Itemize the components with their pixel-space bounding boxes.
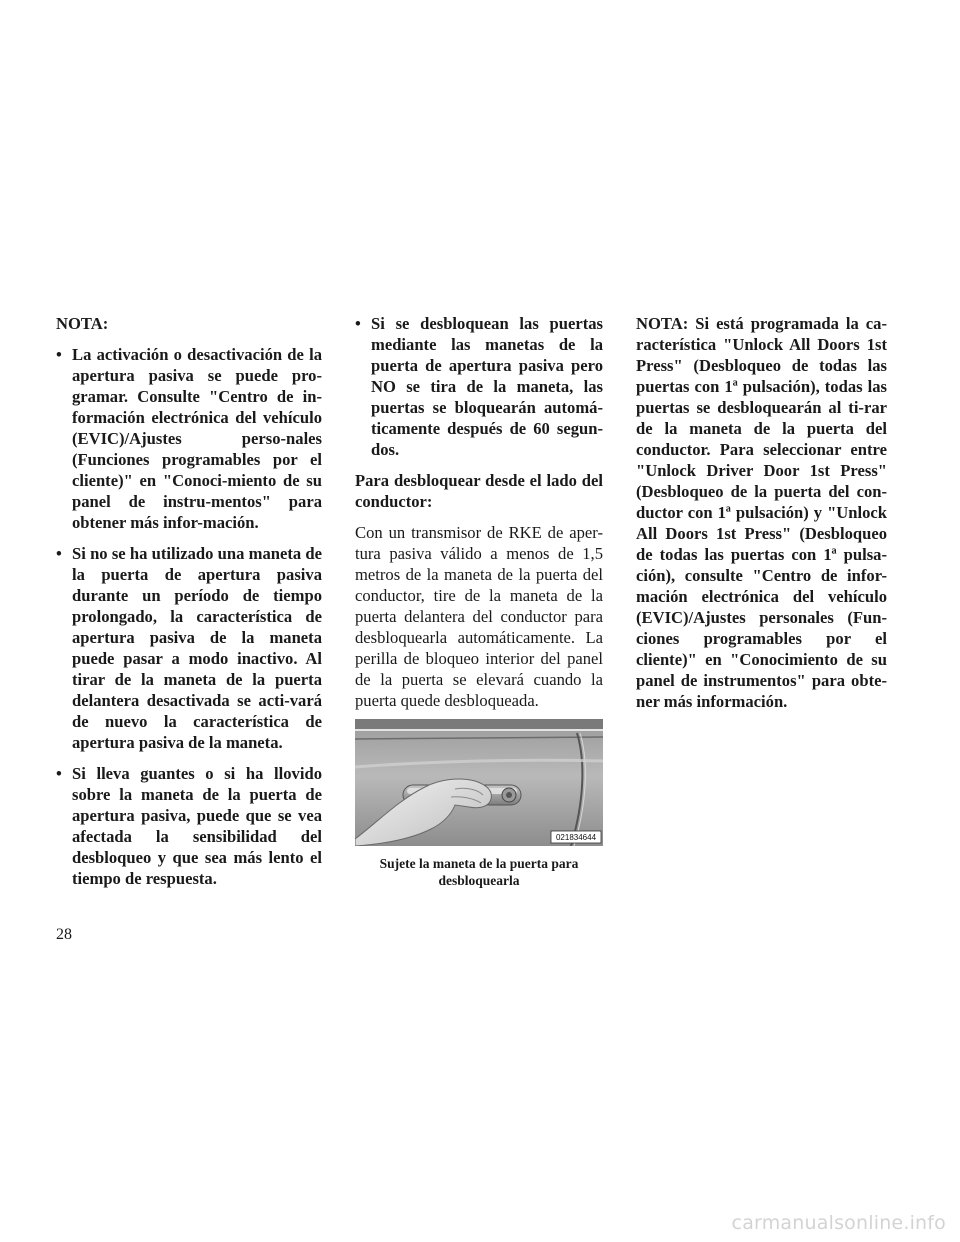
- page-number: 28: [56, 926, 72, 943]
- bullet-item: • Si lleva guantes o si ha llovido sobre la maneta de la puerta de apertura pasiva, puede que se vea afectada la sensibilidad del desbloqueo y que sea más lento el tiempo de respuesta.: [56, 763, 322, 889]
- left-column: [56, 313, 322, 899]
- note-bullet-list: [56, 344, 322, 889]
- figure-code-label: 021834644: [555, 833, 597, 842]
- bullet-item: • Si no se ha utilizado una maneta de la puerta de apertura pasiva durante un período de tiempo prolongado, la característica de apertura pasiva de la maneta puede pasar a modo inactivo. Al tirar de la maneta de la puerta delantera desactivada se acti-vará de nuevo la característica de apertura pasiva de la maneta.: [56, 543, 322, 753]
- door-handle-image: [355, 719, 603, 846]
- middle-column: [355, 313, 603, 889]
- note-heading: NOTA:: [56, 314, 109, 333]
- middle-bullet-list: [355, 313, 603, 460]
- body-paragraph: Con un transmisor de RKE de aper-tura pasiva válido a menos de 1,5 metros de la maneta de la puerta del conductor, tire de la maneta de la puerta delantera del conductor para desbloquearla automáticamente. La perilla de bloqueo interior del panel de la puerta se elevará cuando la puerta quede desbloqueada.: [355, 523, 603, 710]
- note-paragraph: NOTA: Si está programada la ca-racterística "Unlock All Doors 1st Press" (Desbloqueo de todas las puertas con 1ª pulsación), todas las puertas se desbloquearán al ti-rar de la maneta de la puerta del conductor. Para seleccionar entre "Unlock Driver Door 1st Press" (Desbloqueo de la puerta del con-ductor con 1ª pulsación) y "Unlock All Doors 1st Press" (Desbloqueo de todas las puertas con 1ª pulsa-ción), consulte "Centro de infor-mación electrónica del vehículo (EVIC)/Ajustes personales (Fun-ciones programables por el cliente)" en "Conocimiento de su panel de instrumentos" para obte-ner más información.: [636, 314, 887, 711]
- figure-caption: Sujete la maneta de la puerta para desbloquearla: [379, 856, 579, 888]
- section-subheading: Para desbloquear desde el lado del conductor:: [355, 471, 603, 511]
- watermark-text: carmanualsonline.info: [731, 1212, 946, 1234]
- door-handle-illustration: [355, 719, 603, 846]
- bullet-item: • La activación o desactivación de la apertura pasiva se puede pro-gramar. Consulte "Centro de in-formación electrónica del vehículo (EVIC)/Ajustes perso-nales (Funciones programables por el cliente)" en "Conoci-miento de su panel de instru-mentos" para obtener más infor-mación.: [56, 344, 322, 533]
- bullet-item: • Si se desbloquean las puertas mediante las manetas de la puerta de apertura pasiva pero NO se tira de la maneta, las puertas se bloquearán automá-ticamente después de 60 segun-dos.: [355, 313, 603, 460]
- right-column: [636, 313, 887, 722]
